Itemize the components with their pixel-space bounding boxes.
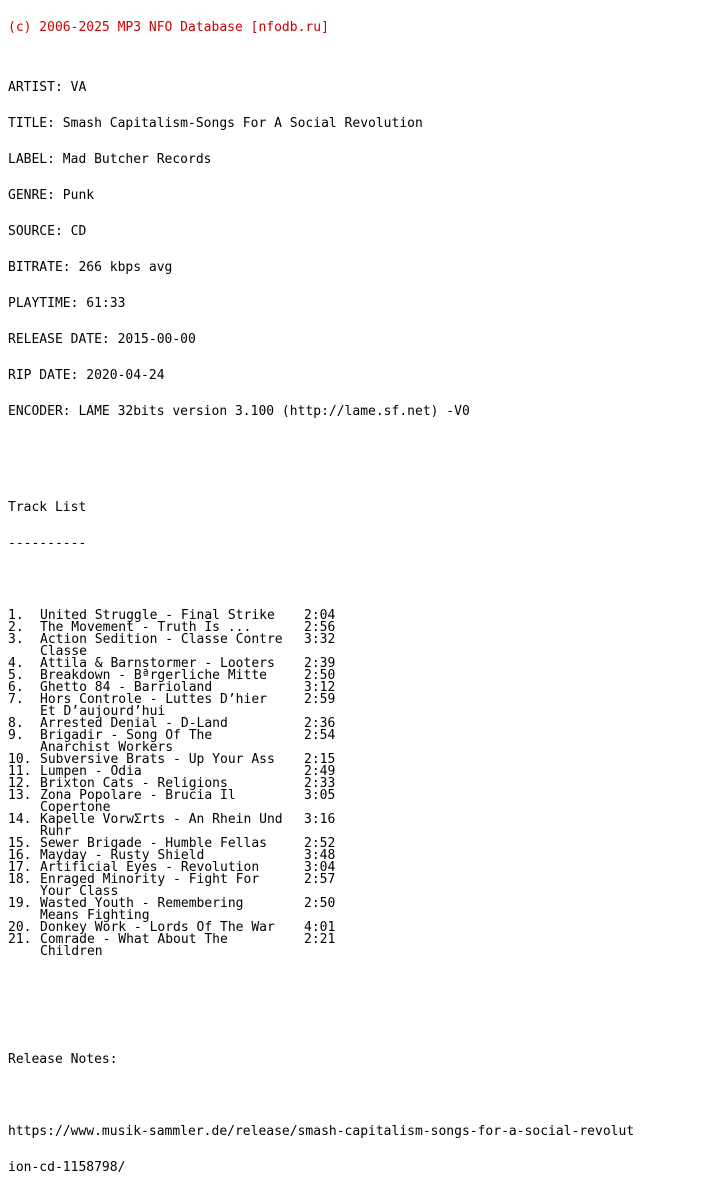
track-line [8, 754, 634, 766]
track-row [8, 754, 634, 766]
track-row [8, 766, 634, 778]
track-duration: 3:32 [304, 632, 336, 647]
track-line [8, 718, 634, 730]
track-line [8, 790, 634, 802]
track-title-continued: Classe [40, 644, 87, 659]
track-row [8, 874, 634, 898]
track-duration: 2:36 [304, 716, 336, 731]
track-title-continued: Et D’aujourd’hui [40, 704, 166, 719]
release-notes-url-line-2[interactable]: ion-cd-1158798/ [8, 1160, 126, 1175]
track-duration: 2:21 [304, 932, 336, 947]
track-row [8, 898, 634, 922]
track-title: Wasted Youth - Remembering [40, 896, 244, 911]
track-title: Comrade - What About The [40, 932, 228, 947]
track-title: Donkey Work - Lords Of The War [40, 920, 275, 935]
track-duration: 2:56 [304, 620, 336, 635]
track-row [8, 670, 634, 682]
field-release-date: RELEASE DATE: 2015-00-00 [8, 332, 196, 347]
track-line [8, 922, 634, 934]
track-line [8, 874, 634, 886]
track-duration: 3:04 [304, 860, 336, 875]
track-duration: 3:12 [304, 680, 336, 695]
track-number: 17. [8, 860, 32, 875]
track-row [8, 838, 634, 850]
track-duration: 4:01 [304, 920, 336, 935]
track-number: 5. [8, 668, 24, 683]
track-number: 21. [8, 932, 32, 947]
track-number: 9. [8, 728, 24, 743]
field-artist: ARTIST: VA [8, 80, 87, 95]
track-line [8, 634, 634, 646]
track-title: Enraged Minority - Fight For [40, 872, 260, 887]
track-line [8, 862, 634, 874]
track-row [8, 730, 634, 754]
track-line [8, 850, 634, 862]
track-number: 2. [8, 620, 24, 635]
track-number: 14. [8, 812, 32, 827]
blank-line [8, 1018, 634, 1030]
field-bitrate: BITRATE: 266 kbps avg [8, 260, 173, 275]
track-title: Mayday - Rusty Shield [40, 848, 205, 863]
track-number: 12. [8, 776, 32, 791]
field-genre: GENRE: Punk [8, 188, 95, 203]
track-title-continued: Children [40, 944, 103, 959]
track-row [8, 862, 634, 874]
track-duration: 2:39 [304, 656, 336, 671]
track-number: 20. [8, 920, 32, 935]
track-number: 11. [8, 764, 32, 779]
track-title-continued: Anarchist Workers [40, 740, 174, 755]
track-title: Subversive Brats - Up Your Ass [40, 752, 275, 767]
track-number: 16. [8, 848, 32, 863]
field-title: TITLE: Smash Capitalism-Songs For A Social Revolution [8, 116, 423, 131]
track-row [8, 850, 634, 862]
track-title: Zona Popolare - Brucia Il [40, 788, 236, 803]
track-line [8, 934, 634, 946]
track-row [8, 790, 634, 814]
field-source: SOURCE: CD [8, 224, 87, 239]
track-line [8, 838, 634, 850]
field-rip-date: RIP DATE: 2020-04-24 [8, 368, 165, 383]
track-row [8, 634, 634, 658]
field-playtime: PLAYTIME: 61:33 [8, 296, 126, 311]
track-duration: 3:05 [304, 788, 336, 803]
track-duration: 2:52 [304, 836, 336, 851]
track-duration: 2:33 [304, 776, 336, 791]
track-number: 10. [8, 752, 32, 767]
track-title: Lumpen - Odia [40, 764, 142, 779]
site-banner[interactable]: (c) 2006-2025 MP3 NFO Database [nfodb.ru] [8, 20, 329, 35]
track-line [8, 694, 634, 706]
track-line [8, 898, 634, 910]
track-title-continued: Ruhr [40, 824, 72, 839]
track-title: United Struggle - Final Strike [40, 608, 275, 623]
track-line [8, 730, 634, 742]
track-title: Arrested Denial - D-Land [40, 716, 228, 731]
track-duration: 2:59 [304, 692, 336, 707]
track-duration: 3:48 [304, 848, 336, 863]
release-notes-url-line-1[interactable]: https://www.musik-sammler.de/release/smash-capitalism-songs-for-a-social-revolut [8, 1124, 635, 1139]
nfo-document [8, 0, 634, 1186]
track-duration: 2:50 [304, 896, 336, 911]
track-title: Brixton Cats - Religions [40, 776, 228, 791]
tracklist-rule: ---------- [8, 536, 87, 551]
track-number: 15. [8, 836, 32, 851]
track-line [8, 670, 634, 682]
field-encoder: ENCODER: LAME 32bits version 3.100 (http://lame.sf.net) -V0 [8, 404, 470, 419]
track-title-continued: Means Fighting [40, 908, 150, 923]
track-title: Sewer Brigade - Humble Fellas [40, 836, 267, 851]
blank-line [8, 574, 634, 586]
track-title: Attila & Barnstormer - Looters [40, 656, 275, 671]
track-row [8, 934, 634, 958]
track-line [8, 766, 634, 778]
track-title: Hors Controle - Luttes D’hier [40, 692, 267, 707]
track-duration: 2:54 [304, 728, 336, 743]
track-duration: 2:49 [304, 764, 336, 779]
track-title: Kapelle VorwΣrts - An Rhein Und [40, 812, 283, 827]
field-label: LABEL: Mad Butcher Records [8, 152, 212, 167]
release-info [8, 58, 634, 442]
track-number: 3. [8, 632, 24, 647]
track-duration: 2:50 [304, 668, 336, 683]
track-line [8, 814, 634, 826]
blank-line [8, 1090, 634, 1102]
track-row [8, 694, 634, 718]
track-title: Artificial Eyes - Revolution [40, 860, 260, 875]
track-number: 7. [8, 692, 24, 707]
track-number: 4. [8, 656, 24, 671]
track-number: 19. [8, 896, 32, 911]
track-number: 6. [8, 680, 24, 695]
track-number: 18. [8, 872, 32, 887]
track-row [8, 718, 634, 730]
track-row [8, 778, 634, 790]
track-title: The Movement - Truth Is ... [40, 620, 252, 635]
blank-line [8, 982, 634, 994]
track-title: Action Sedition - Classe Contre [40, 632, 283, 647]
track-line [8, 682, 634, 694]
track-line [8, 778, 634, 790]
track-duration: 2:15 [304, 752, 336, 767]
track-duration: 2:57 [304, 872, 336, 887]
track-row [8, 922, 634, 934]
track-title: Breakdown - Bªrgerliche Mitte [40, 668, 267, 683]
track-row [8, 814, 634, 838]
track-title: Ghetto 84 - Barrioland [40, 680, 213, 695]
track-number: 1. [8, 608, 24, 623]
track-duration: 2:04 [304, 608, 336, 623]
track-title-continued: Your Class [40, 884, 119, 899]
track-number: 8. [8, 716, 24, 731]
track-title: Brigadir - Song Of The [40, 728, 213, 743]
track-duration: 3:16 [304, 812, 336, 827]
tracklist-heading: Track List [8, 500, 87, 515]
track-number: 13. [8, 788, 32, 803]
track-row [8, 682, 634, 694]
blank-line [8, 466, 634, 478]
release-notes-heading: Release Notes: [8, 1052, 118, 1067]
track-title-continued: Copertone [40, 800, 111, 815]
track-list [8, 610, 634, 958]
